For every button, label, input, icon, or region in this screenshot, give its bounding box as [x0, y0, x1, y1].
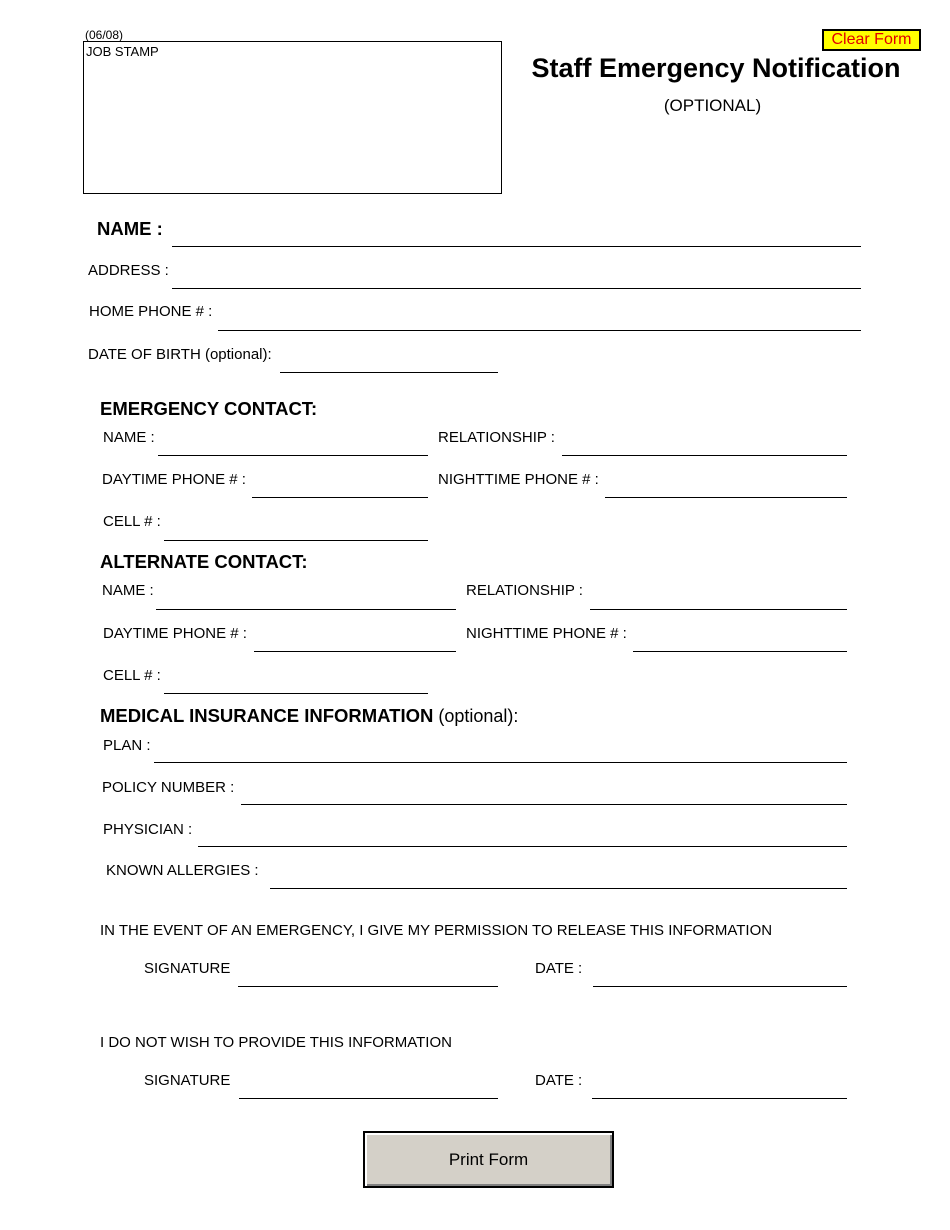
- emergency-relationship-field[interactable]: [562, 455, 847, 456]
- emergency-night-phone-label: NIGHTTIME PHONE # :: [438, 471, 599, 488]
- signature-field-2[interactable]: [239, 1098, 498, 1099]
- home-phone-label: HOME PHONE # :: [89, 303, 213, 320]
- signature-label-1: SIGNATURE: [144, 960, 231, 977]
- alternate-night-phone-label: NIGHTTIME PHONE # :: [466, 625, 627, 642]
- job-stamp-box: [83, 41, 502, 194]
- date-label-2: DATE :: [535, 1072, 583, 1089]
- alternate-night-phone-field[interactable]: [633, 651, 847, 652]
- emergency-name-field[interactable]: [158, 455, 428, 456]
- job-stamp-label: JOB STAMP: [86, 44, 159, 59]
- medical-heading-optional: (optional):: [433, 706, 519, 726]
- signature-field-1[interactable]: [238, 986, 498, 987]
- revision-date: (06/08): [85, 28, 124, 42]
- home-phone-field[interactable]: [218, 330, 861, 331]
- plan-field[interactable]: [154, 762, 847, 763]
- date-label-1: DATE :: [535, 960, 583, 977]
- signature-label-2: SIGNATURE: [144, 1072, 231, 1089]
- plan-label: PLAN :: [103, 737, 151, 754]
- emergency-cell-label: CELL # :: [103, 513, 161, 530]
- alternate-cell-label: CELL # :: [103, 667, 161, 684]
- alternate-contact-heading: ALTERNATE CONTACT:: [100, 551, 308, 572]
- alternate-cell-field[interactable]: [164, 693, 428, 694]
- print-form-button[interactable]: Print Form: [363, 1131, 614, 1188]
- alternate-relationship-label: RELATIONSHIP :: [466, 582, 583, 599]
- emergency-contact-heading: EMERGENCY CONTACT:: [100, 398, 318, 419]
- date-field-2[interactable]: [592, 1098, 847, 1099]
- medical-insurance-heading: [100, 705, 518, 727]
- address-label: ADDRESS :: [88, 262, 169, 279]
- emergency-name-label: NAME :: [103, 429, 155, 446]
- physician-field[interactable]: [198, 846, 847, 847]
- alternate-day-phone-field[interactable]: [254, 651, 456, 652]
- alternate-relationship-field[interactable]: [590, 609, 847, 610]
- allergies-label: KNOWN ALLERGIES :: [106, 862, 259, 879]
- dob-label: DATE OF BIRTH (optional):: [88, 346, 272, 363]
- clear-form-button[interactable]: Clear Form: [822, 29, 921, 51]
- alternate-name-field[interactable]: [156, 609, 456, 610]
- policy-number-label: POLICY NUMBER :: [102, 779, 235, 796]
- allergies-field[interactable]: [270, 888, 847, 889]
- permission-statement: IN THE EVENT OF AN EMERGENCY, I GIVE MY PERMISSION TO RELEASE THIS INFORMATION: [100, 922, 773, 939]
- emergency-day-phone-label: DAYTIME PHONE # :: [102, 471, 246, 488]
- name-field[interactable]: [172, 246, 861, 247]
- page-subtitle: (OPTIONAL): [663, 96, 762, 115]
- policy-number-field[interactable]: [241, 804, 847, 805]
- emergency-cell-field[interactable]: [164, 540, 428, 541]
- alternate-day-phone-label: DAYTIME PHONE # :: [103, 625, 247, 642]
- date-field-1[interactable]: [593, 986, 847, 987]
- emergency-night-phone-field[interactable]: [605, 497, 847, 498]
- alternate-name-label: NAME :: [102, 582, 154, 599]
- physician-label: PHYSICIAN :: [103, 821, 193, 838]
- emergency-relationship-label: RELATIONSHIP :: [438, 429, 555, 446]
- page-title: Staff Emergency Notification: [531, 53, 901, 83]
- decline-statement: I DO NOT WISH TO PROVIDE THIS INFORMATION: [100, 1034, 452, 1051]
- address-field[interactable]: [172, 288, 861, 289]
- emergency-day-phone-field[interactable]: [252, 497, 428, 498]
- name-label: NAME :: [97, 218, 163, 239]
- medical-heading-bold: MEDICAL INSURANCE INFORMATION: [100, 705, 434, 726]
- dob-field[interactable]: [280, 372, 498, 373]
